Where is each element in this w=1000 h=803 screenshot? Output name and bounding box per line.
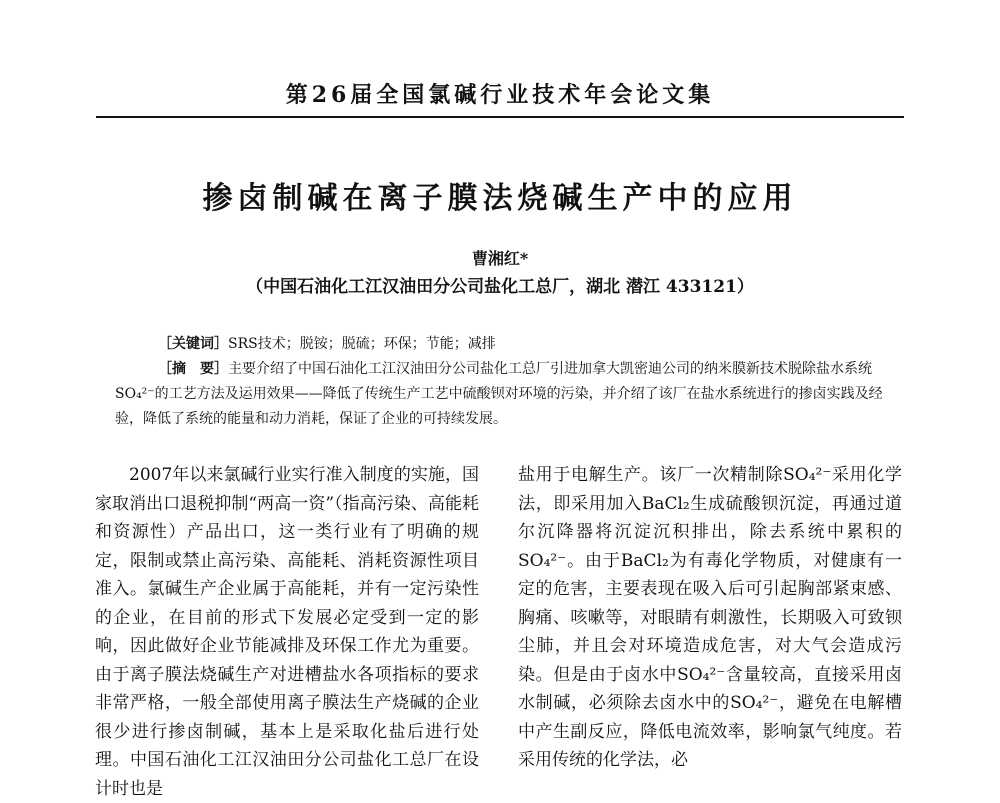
abstract-paragraph [115, 357, 895, 432]
body-column-right [518, 461, 902, 775]
abstract-label: ［摘 要］ [158, 361, 228, 377]
keywords-text: SRS技术；脱铵；脱硫；环保；节能；减排 [228, 336, 496, 352]
keywords-label: ［关键词］ [158, 336, 228, 352]
running-header: 第26届全国氯碱行业技术年会论文集 [285, 82, 715, 108]
abstract-block [115, 357, 895, 432]
abstract-text: 主要介绍了中国石油化工江汉油田分公司盐化工总厂引进加拿大凯密迪公司的纳米膜新技术脱除盐水系统SO₄²⁻的工艺方法及运用效果——降低了传统生产工艺中硫酸钡对环境的污染，并介绍了该厂在盐水系统进行的掺卤实践及经验，降低了系统的能量和动力消耗，保证了企业的可持续发展。 [115, 361, 883, 427]
header-rule [96, 116, 904, 118]
author-affiliation: （中国石油化工江汉油田分公司盐化工总厂，湖北 潜江 433121） [246, 277, 754, 297]
body-paragraph-continued: 盐用于电解生产。该厂一次精制除SO₄²⁻采用化学法，即采用加入BaCl₂生成硫酸钡沉淀，再通过道尔沉降器将沉淀沉积排出，除去系统中累积的SO₄²⁻。由于BaCl₂为有毒化学物质，对健康有一定的危害，主要表现在吸入后可引起胸部紧束感、胸痛、咳嗽等，对眼睛有刺激性，长期吸入可致钡尘肺，并且会对环境造成危害，对大气会造成污染。但是由于卤水中SO₄²⁻含量较高，直接采用卤水制碱，必须除去卤水中的SO₄²⁻，避免在电解槽中产生副反应，降低电流效率，影响氯气纯度。若采用传统的化学法，必 [518, 465, 902, 770]
body-column-left [95, 461, 479, 803]
paper-title: 掺卤制碱在离子膜法烧碱生产中的应用 [202, 181, 798, 216]
keywords-line [158, 333, 496, 353]
author-name: 曹湘红* [471, 249, 529, 268]
body-paragraph: 2007年以来氯碱行业实行准入制度的实施，国家取消出口退税抑制“两高一资”（指高污染、高能耗和资源性）产品出口，这一类行业有了明确的规定，限制或禁止高污染、高能耗、消耗资源性项目准入。氯碱生产企业属于高能耗，并有一定污染性的企业，在目前的形式下发展必定受到一定的影响，因此做好企业节能减排及环保工作尤为重要。由于离子膜法烧碱生产对进槽盐水各项指标的要求非常严格，一般全部使用离子膜法生产烧碱的企业很少进行掺卤制碱，基本上是采取化盐后进行处理。中国石油化工江汉油田分公司盐化工总厂在设计时也是 [95, 465, 479, 799]
